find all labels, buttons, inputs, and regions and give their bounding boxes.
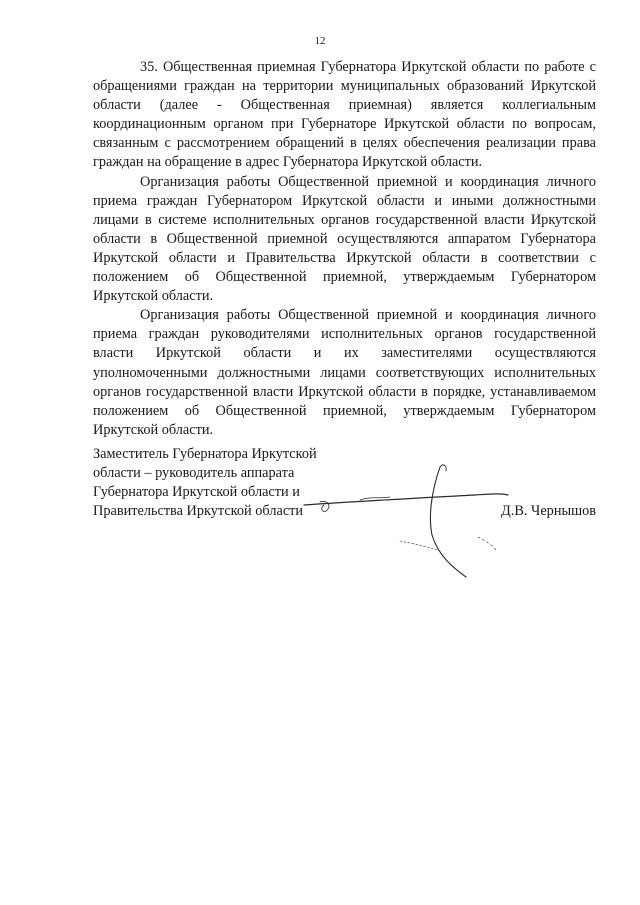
signatory-position-line: области – руководитель аппарата (93, 465, 295, 482)
signatory-position-line: Губернатора Иркутской области и (93, 484, 300, 501)
document-body (93, 58, 596, 440)
page-number: 12 (314, 35, 326, 47)
signatory-name: Д.В. Чернышов (501, 503, 596, 519)
paragraph-organization-executives: Организация работы Общественной приемной и координация личного приема граждан руководителями исполнительных органов государственной власти Иркутской области и их заместителями осуществляются уполномоченными должностными лицами соответствующих исполнительных органов государственной власти Иркутской области в порядке, устанавливаемом положением об Общественной приемной, утверждаемым Губернатором Иркутской области. (93, 307, 596, 438)
signatory-position-line: Заместитель Губернатора Иркутской (93, 446, 317, 462)
handwritten-signature (300, 455, 530, 580)
paragraph-35: 35. Общественная приемная Губернатора Иркутской области по работе с обращениями граждан на территории муниципальных образований Иркутской области (далее - Общественная приемная) является коллегиальным координационным органом при Губернаторе Иркутской области по вопросам, связанным с рассмотрением обращений в целях обеспечения реализации права граждан на обращение в адрес Губернатора Иркутской области. (93, 59, 596, 171)
signatory-position-line: Правительства Иркутской области (93, 503, 304, 520)
paragraph-organization-governor: Организация работы Общественной приемной и координация личного приема граждан Губернатором Иркутской области и иными должностными лицами в системе исполнительных органов государственной власти Иркутской области в Общественной приемной осуществляются аппаратом Губернатора Иркутской области и Правительства Иркутской области в соответствии с положением об Общественной приемной, утверждаемым Губернатором Иркутской области. (93, 173, 596, 305)
